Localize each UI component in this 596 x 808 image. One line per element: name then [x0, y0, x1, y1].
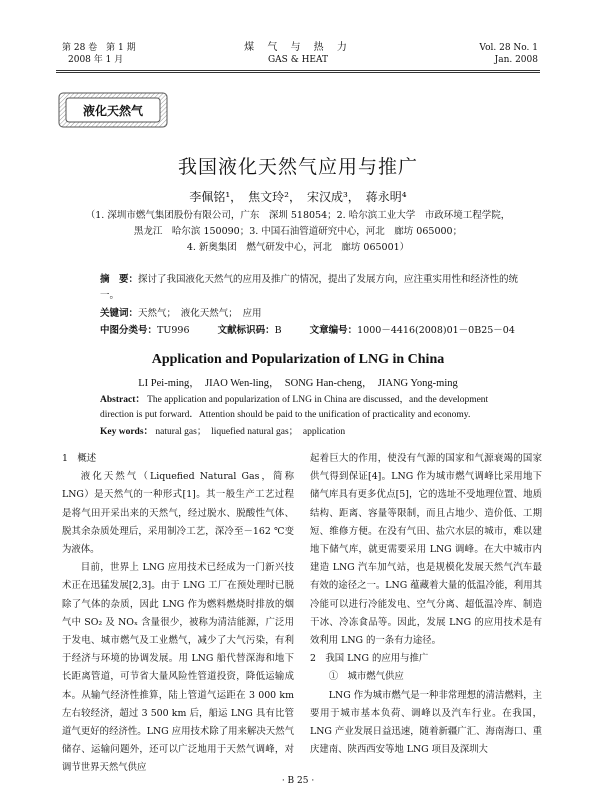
affiliation-line: 4. 新奥集团 燃气研发中心，河北 廊坊 065001）: [186, 242, 410, 253]
body-column-right: [310, 450, 542, 759]
english-title: Application and Popularization of LNG in China: [151, 352, 445, 367]
header-rule-2: [56, 72, 540, 73]
english-keywords: [100, 423, 345, 437]
english-authors: LI Pei-ming， JIAO Wen-ling， SONG Han-cheng， JIANG Yong-ming: [138, 378, 458, 389]
body-column-left: [62, 450, 294, 778]
doccode-label: 文献标识码：: [217, 325, 275, 336]
article-title: 我国液化天然气应用与推广: [177, 156, 418, 178]
header-journal-en: GAS & HEAT: [267, 55, 329, 65]
page-header: [0, 0, 596, 88]
affiliation-line: （1. 深圳市燃气集团股份有限公司，广东 深圳 518054；2. 哈尔滨工业大学 市政环境工程学院，: [85, 210, 511, 221]
section-heading: 2 我国 LNG 的应用与推广: [310, 653, 429, 665]
header-volume-en: [479, 42, 538, 66]
header-volume-cn: 第 28 卷 第 1 期: [62, 43, 136, 53]
body-paragraph: 液化天然气（Liquefied Natural Gas，简称 LNG）是天然气的一种形式[1]。其一般生产工艺过程是将气田开采出来的天然气，经过脱水、脱酸性气体、脱其余杂质处理后，采用制冷工艺，深冷至－162 ℃变为液体。: [62, 471, 294, 556]
header-journal-cn: 煤 气 与 热 力: [244, 42, 352, 53]
abstract-label: 摘 要：: [100, 274, 139, 285]
class-label: 中图分类号：: [100, 325, 158, 336]
header-rule: [56, 70, 540, 71]
badge-label: 液化天然气: [82, 104, 143, 118]
header-date-en: Jan. 2008: [494, 55, 538, 65]
affiliation-line: 黑龙江 哈尔滨 150090；3. 中国石油管道研究中心，河北 廊坊 065000；: [133, 226, 463, 237]
artno-value: 1000－4416(2008)01－0B25－04: [357, 325, 515, 336]
english-abstract-label: Abstract：: [100, 395, 145, 405]
class-value: TU996: [157, 325, 190, 336]
page-number: · B 25 ·: [281, 776, 315, 786]
affiliations: [62, 208, 534, 256]
body-paragraph: 起着巨大的作用，使没有气源的国家和气源衰竭的国家供气得到保证[4]。LNG 作为城市燃气调峰比采用地下储气库具有更多优点[5]，它的选址不受地理位置、地质结构、距离、容量等限制，而且占地少、造价低、工期短、维修方便。在没有气田、盐穴水层的城市，难以建地下储气库，就更需要采用 LNG 调峰。在大中城市内建造 LNG 汽车加气站，也是规模化发展天然气汽车最有效的途径之一。LNG 蕴藏着大量的低温冷能，利用其冷能可以进行冷能发电、空气分离、超低温冷库、制造干冰、冷冻食品等。因此，发展 LNG 的应用技术是有效利用 LNG 的一条有力途径。: [310, 453, 542, 647]
section-heading: 1 概述: [62, 453, 97, 464]
body-paragraph: 目前，世界上 LNG 应用技术已经成为一门新兴技术正在迅猛发展[2,3]。由于 LNG 工厂在预处理时已脱除了气体的杂质，因此 LNG 作为燃料燃烧时排放的烟气中 SO₂ 及 NOₓ 含量很少，被称为清洁能源，广泛用于发电、城市燃气及工业燃气，减少了大气污染，有利于经济与环境的协调发展。用 LNG 船代替深海和地下长距离管道，可节省大量风险性管道投资，降低运输成本。从输气经济性推算，陆上管道气运距在 3 000 km 左右较经济，超过 3 500 km 后，船运 LNG 具有比管道气更好的经济性。LNG 应用技术除了用来解决天然气储存、运输问题外，还可以广泛地用于天然气调峰，对调节世界天然气供应: [62, 562, 294, 774]
abstract-cn: [100, 272, 520, 322]
keywords-text: 天然气； 液化天然气； 应用: [138, 308, 262, 319]
header-date-cn: 2008 年 1 月: [68, 55, 124, 65]
english-keywords-label: Key words：: [100, 427, 154, 437]
doccode-value: B: [274, 325, 282, 336]
english-abstract: [100, 393, 520, 423]
section-badge: [58, 92, 168, 128]
header-vol-en: Vol. 28 No. 1: [479, 43, 538, 53]
keywords-label: 关键词：: [100, 308, 139, 319]
english-abstract-text: The application and popularization of LNG in China are discussed，and the development direction is put forward．Attention should be paid to the unification of practicality and economy.: [100, 395, 489, 420]
classification-line: [100, 322, 515, 336]
article-authors: 李佩铭¹， 焦文玲²， 宋汉成³， 蒋永明⁴: [189, 190, 407, 204]
abstract-text: 探讨了我国液化天然气的应用及推广的情况，提出了发展方向，应注重实用性和经济性的统一。: [100, 274, 519, 301]
english-keywords-text: natural gas； liquefied natural gas； application: [155, 427, 346, 437]
body-paragraph: LNG 作为城市燃气是一种非常理想的清洁燃料，主要用于城市基本负荷、调峰以及汽车行业。在我国，LNG 产业发展日益迅速，随着新疆广汇、海南海口、重庆建南、陕西西安等地 LNG 项目及深圳大: [310, 689, 542, 756]
subsection-heading: ① 城市燃气供应: [328, 671, 404, 683]
artno-label: 文章编号：: [309, 325, 358, 336]
